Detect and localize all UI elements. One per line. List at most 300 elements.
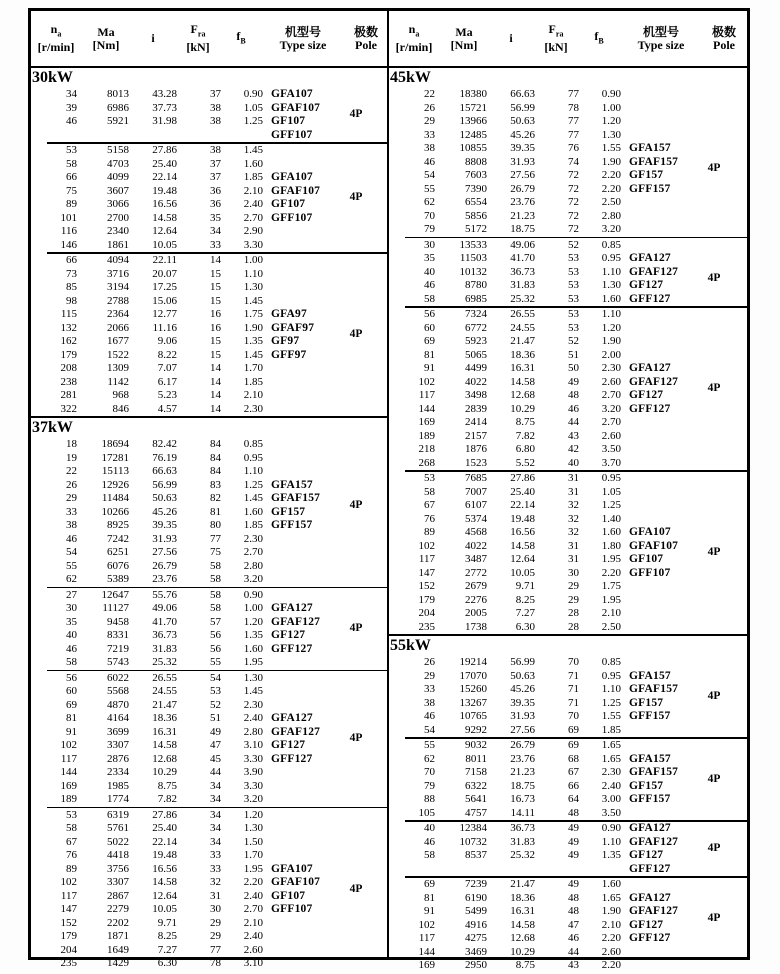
cell-fb: 1.30: [243, 822, 263, 834]
cell-fb: 2.10: [243, 916, 263, 929]
cell-i: 24.55: [152, 685, 177, 697]
cell-na: 169: [60, 779, 77, 792]
cell-i: 12.68: [152, 752, 177, 765]
column-header-0: [31, 23, 81, 53]
table-row: [31, 403, 387, 417]
type-size-name: GF127: [271, 739, 306, 751]
cell-ma: 3194: [107, 281, 129, 293]
section-55kW: [389, 634, 747, 973]
cell-ma: 7603: [465, 169, 487, 181]
cell-na: 116: [60, 225, 77, 237]
cell-na: 60: [66, 685, 77, 697]
cell-na: 179: [60, 348, 77, 361]
cell-na: 268: [418, 456, 435, 469]
cell-ma: 2005: [465, 607, 487, 619]
table-row: [389, 793, 747, 807]
cell-i: 26.55: [152, 671, 177, 684]
cell-i: 50.63: [510, 669, 535, 682]
table-row: [31, 809, 387, 823]
table-row: [31, 171, 387, 185]
cell-ma: 4568: [465, 526, 487, 538]
column-header-unit: Pole: [355, 37, 377, 52]
column-header-main: 极数: [711, 24, 736, 39]
column-header-main: 极数: [353, 24, 378, 39]
column-header-main: 机型号: [642, 24, 679, 39]
cell-i: 16.73: [510, 793, 535, 805]
cell-fra: 37: [210, 157, 221, 170]
type-size-name: GFAF127: [271, 615, 321, 628]
cell-i: 4.57: [157, 402, 177, 415]
cell-fra: 40: [568, 456, 579, 469]
type-size-name: GF157: [629, 696, 664, 709]
cell-fra: 48: [568, 806, 579, 819]
column-header-main: i: [509, 31, 513, 45]
cell-na: 40: [66, 629, 77, 641]
cell-i: 50.63: [152, 492, 177, 504]
cell-na: 69: [424, 878, 435, 890]
cell-ma: 4022: [465, 539, 487, 552]
cell-fb: 0.90: [601, 822, 621, 834]
cell-fb: 2.40: [243, 889, 263, 902]
pole-label: 4P: [349, 882, 363, 895]
cell-i: 8.75: [515, 959, 535, 971]
cell-ma: 1142: [107, 375, 129, 388]
type-size-list: [629, 670, 678, 724]
cell-na: 62: [424, 752, 435, 765]
table-row: [389, 183, 747, 197]
cell-i: 21.47: [152, 698, 177, 711]
cell-i: 7.82: [515, 429, 535, 442]
cell-na: 33: [424, 128, 435, 141]
section-45kW: [389, 68, 747, 634]
cell-na: 117: [418, 932, 435, 944]
rating-block: [31, 809, 387, 971]
cell-na: 75: [66, 184, 77, 197]
cell-ma: 2364: [107, 308, 129, 320]
cell-fra: 77: [210, 532, 221, 545]
cell-i: 14.58: [152, 739, 177, 751]
cell-i: 18.36: [152, 712, 177, 724]
sections-left: [31, 68, 387, 971]
cell-na: 235: [418, 620, 435, 633]
cell-i: 27.86: [510, 472, 535, 484]
cell-na: 322: [60, 402, 77, 415]
type-size-list: [629, 753, 678, 807]
cell-fra: 53: [568, 308, 579, 320]
type-size-name: GF157: [271, 505, 306, 518]
table-row: [389, 594, 747, 608]
cell-i: 16.56: [152, 198, 177, 210]
cell-fra: 49: [568, 822, 579, 834]
cell-fra: 72: [568, 196, 579, 208]
table-row: [389, 621, 747, 635]
cell-fra: 52: [568, 238, 579, 251]
cell-ma: 12926: [101, 478, 129, 491]
cell-na: 46: [66, 115, 77, 127]
cell-i: 25.40: [152, 822, 177, 834]
cell-na: 102: [418, 539, 435, 552]
cell-fra: 48: [568, 905, 579, 917]
cell-fb: 1.60: [601, 878, 621, 890]
cell-na: 281: [60, 389, 77, 401]
cell-i: 31.98: [152, 115, 177, 127]
type-size-name: GFAF127: [629, 375, 679, 388]
cell-na: 117: [418, 553, 435, 565]
table-row: [31, 822, 387, 836]
type-size-name: GF97: [271, 335, 300, 347]
cell-fb: 2.10: [601, 607, 621, 619]
column-header-main: $n_a$: [408, 22, 420, 39]
cell-na: 19: [66, 451, 77, 464]
cell-ma: 1677: [107, 335, 129, 347]
cell-i: 17.25: [152, 281, 177, 293]
cell-na: 26: [424, 101, 435, 114]
cell-na: 67: [424, 499, 435, 511]
cell-na: 40: [424, 822, 435, 834]
cell-na: 102: [418, 375, 435, 388]
cell-na: 33: [66, 505, 77, 518]
cell-ma: 968: [112, 389, 129, 401]
cell-ma: 2950: [465, 959, 487, 971]
pole-label: 4P: [707, 911, 721, 924]
cell-na: 30: [66, 602, 77, 614]
cell-i: 5.52: [515, 456, 535, 469]
type-size-name: GFAF107: [271, 101, 321, 114]
type-size-name: GF127: [629, 918, 664, 931]
cell-fra: 51: [210, 712, 221, 724]
table-row: [31, 863, 387, 877]
cell-na: 58: [66, 656, 77, 668]
cell-na: 89: [66, 198, 77, 210]
type-size-name: GFA127: [629, 891, 671, 904]
cell-ma: 5389: [107, 573, 129, 585]
rating-block: [389, 739, 747, 820]
cell-fra: 32: [568, 499, 579, 511]
cell-na: 66: [66, 171, 77, 183]
cell-i: 12.64: [152, 889, 177, 902]
rating-block: [389, 88, 747, 237]
cell-na: 76: [66, 849, 77, 861]
cell-ma: 3756: [107, 862, 129, 875]
cell-i: 43.28: [152, 88, 177, 100]
table-left-half: [31, 11, 389, 969]
table-row: [31, 144, 387, 158]
column-header-main: $F_{ra}$: [190, 22, 206, 39]
cell-ma: 7324: [465, 308, 487, 320]
cell-fb: 2.80: [243, 559, 263, 572]
column-header-main: i: [151, 31, 155, 45]
cell-fb: 1.20: [243, 808, 263, 821]
cell-na: 89: [66, 862, 77, 875]
cell-i: 15.06: [152, 294, 177, 307]
cell-i: 31.83: [152, 642, 177, 655]
cell-fra: 77: [568, 115, 579, 127]
cell-fb: 2.30: [243, 698, 263, 711]
cell-i: 10.29: [510, 945, 535, 958]
column-header-main: $n_a$: [50, 22, 62, 39]
cell-ma: 6107: [465, 499, 487, 511]
cell-i: 18.75: [510, 223, 535, 235]
cell-na: 162: [60, 335, 77, 347]
cell-na: 69: [66, 698, 77, 711]
cell-i: 8.22: [157, 348, 177, 361]
table-row: [31, 452, 387, 466]
cell-ma: 6190: [465, 891, 487, 904]
section-title: 30kW: [32, 69, 73, 86]
table-row: [31, 930, 387, 944]
cell-fb: 1.95: [243, 862, 263, 875]
pole-label: 4P: [707, 689, 721, 702]
type-size-name: GFA157: [629, 142, 671, 154]
cell-i: 21.47: [510, 878, 535, 890]
table-row: [31, 699, 387, 713]
cell-fra: 47: [210, 739, 221, 751]
cell-fra: 45: [210, 752, 221, 765]
cell-fra: 52: [568, 335, 579, 347]
cell-i: 27.86: [152, 144, 177, 156]
table-row: [31, 88, 387, 102]
cell-fb: 1.95: [243, 656, 263, 668]
cell-fra: 37: [210, 171, 221, 183]
cell-ma: 8780: [465, 279, 487, 291]
type-size-list: [629, 362, 678, 416]
cell-na: 79: [424, 779, 435, 792]
cell-i: 41.70: [152, 615, 177, 628]
type-size-name: GF157: [629, 169, 664, 181]
column-header-0: [389, 23, 439, 53]
cell-ma: 2788: [107, 294, 129, 307]
cell-i: 31.93: [510, 155, 535, 168]
type-size-name: GFA127: [629, 362, 671, 374]
cell-fb: 2.70: [243, 211, 263, 224]
cell-fb: 1.60: [601, 526, 621, 538]
type-size-name: GF127: [271, 629, 306, 641]
cell-ma: 3716: [107, 267, 129, 280]
cell-na: 29: [424, 115, 435, 127]
cell-fra: 30: [568, 566, 579, 579]
cell-fra: 53: [568, 279, 579, 291]
column-header-5: [619, 26, 703, 52]
cell-fra: 57: [210, 615, 221, 628]
cell-na: 30: [424, 238, 435, 251]
rating-block: [31, 589, 387, 670]
cell-fb: 2.70: [601, 416, 621, 428]
cell-i: 16.31: [510, 362, 535, 374]
cell-fb: 2.80: [243, 725, 263, 738]
cell-i: 56.99: [510, 656, 535, 668]
cell-fb: 1.90: [601, 905, 621, 917]
cell-fra: 15: [210, 335, 221, 347]
cell-fra: 84: [210, 438, 221, 450]
cell-ma: 11503: [459, 252, 487, 264]
cell-fra: 51: [568, 348, 579, 361]
rating-block: [389, 878, 747, 973]
cell-fb: 3.70: [601, 456, 621, 469]
cell-na: 132: [60, 321, 77, 334]
cell-ma: 1523: [465, 456, 487, 469]
type-size-name: GFF127: [271, 642, 313, 655]
table-row: [31, 225, 387, 239]
type-size-name: GFAF157: [271, 492, 321, 504]
cell-fra: 29: [210, 916, 221, 929]
cell-fra: 38: [210, 115, 221, 127]
cell-i: 12.64: [152, 225, 177, 237]
cell-na: 218: [418, 443, 435, 455]
cell-fb: 1.30: [601, 128, 621, 141]
cell-na: 117: [418, 389, 435, 401]
table-row: [31, 849, 387, 863]
cell-fra: 43: [568, 429, 579, 442]
cell-fb: 1.30: [243, 671, 263, 684]
cell-fb: 1.95: [601, 593, 621, 606]
cell-na: 76: [424, 512, 435, 525]
sections-right: [389, 68, 747, 973]
cell-fb: 0.95: [243, 451, 263, 464]
column-header-main: $f_B$: [594, 28, 604, 46]
cell-na: 69: [424, 335, 435, 347]
cell-fb: 1.45: [243, 294, 263, 307]
cell-ma: 10132: [459, 265, 487, 278]
cell-ma: 12647: [101, 588, 129, 601]
table-row: [31, 362, 387, 376]
cell-i: 21.23: [510, 766, 535, 778]
cell-ma: 2839: [465, 402, 487, 415]
type-size-name: GFAF157: [629, 766, 679, 778]
table-row: [31, 560, 387, 574]
table-row: [31, 685, 387, 699]
cell-i: 12.77: [152, 308, 177, 320]
cell-fb: 2.30: [243, 402, 263, 415]
cell-fra: 34: [210, 835, 221, 848]
cell-na: 208: [60, 362, 77, 374]
cell-fb: 2.70: [243, 903, 263, 915]
cell-i: 21.23: [510, 209, 535, 222]
cell-fra: 44: [568, 416, 579, 428]
cell-i: 36.73: [510, 822, 535, 834]
cell-fb: 1.75: [243, 308, 263, 320]
cell-ma: 2679: [465, 580, 487, 592]
cell-na: 54: [424, 169, 435, 181]
cell-ma: 15113: [101, 465, 129, 477]
cell-fb: 2.20: [601, 959, 621, 971]
cell-fb: 2.70: [601, 389, 621, 401]
cell-ma: 7685: [465, 472, 487, 484]
cell-fb: 3.20: [601, 223, 621, 235]
cell-na: 179: [60, 930, 77, 942]
cell-fra: 31: [568, 472, 579, 484]
cell-fra: 32: [568, 526, 579, 538]
cell-ma: 1871: [107, 930, 129, 942]
cell-ma: 2334: [107, 766, 129, 778]
cell-fra: 34: [210, 225, 221, 237]
column-header-main: $f_B$: [236, 28, 246, 46]
cell-i: 22.14: [152, 835, 177, 848]
cell-fb: 2.10: [243, 184, 263, 197]
cell-ma: 1522: [107, 348, 129, 361]
cell-i: 36.73: [152, 629, 177, 641]
type-size-list: [629, 142, 678, 196]
cell-fb: 3.50: [601, 443, 621, 455]
cell-na: 58: [66, 157, 77, 170]
cell-i: 12.64: [510, 553, 535, 565]
cell-ma: 3487: [465, 553, 487, 565]
cell-na: 70: [424, 766, 435, 778]
cell-fra: 72: [568, 182, 579, 195]
cell-i: 19.48: [510, 512, 535, 525]
cell-i: 7.07: [157, 362, 177, 374]
table-row: [31, 158, 387, 172]
pole-label: 4P: [349, 328, 363, 341]
cell-fb: 1.30: [601, 279, 621, 291]
cell-na: 144: [418, 402, 435, 415]
table-row: [31, 712, 387, 726]
cell-fb: 2.60: [243, 943, 263, 956]
cell-fra: 15: [210, 281, 221, 293]
table-row: [389, 724, 747, 738]
cell-ma: 10765: [459, 710, 487, 722]
table-row: [31, 903, 387, 917]
cell-i: 5.23: [157, 389, 177, 401]
type-size-name: GFAF157: [629, 683, 679, 695]
type-size-name: GFAF127: [271, 725, 321, 738]
table-row: [389, 349, 747, 363]
ratings-table: [28, 8, 750, 971]
cell-na: 67: [66, 835, 77, 848]
cell-i: 25.40: [510, 485, 535, 498]
cell-i: 19.48: [152, 849, 177, 861]
cell-i: 25.40: [152, 157, 177, 170]
type-size-name: GFF107: [271, 211, 313, 224]
cell-fb: 3.20: [243, 793, 263, 805]
cell-fra: 48: [568, 389, 579, 401]
cell-fb: 0.90: [243, 88, 263, 100]
cell-fra: 53: [568, 321, 579, 334]
table-row: [389, 753, 747, 767]
cell-fb: 3.20: [243, 573, 263, 585]
cell-fb: 1.65: [601, 891, 621, 904]
cell-ma: 6985: [465, 292, 487, 305]
cell-na: 58: [66, 822, 77, 834]
cell-i: 10.29: [510, 402, 535, 415]
rating-block: [31, 672, 387, 807]
cell-ma: 13533: [459, 238, 487, 251]
table-row: [389, 102, 747, 116]
pole-label: 4P: [349, 191, 363, 204]
cell-i: 56.99: [510, 101, 535, 114]
cell-fra: 14: [210, 389, 221, 401]
cell-ma: 6322: [465, 779, 487, 792]
type-size-list: [271, 88, 320, 142]
table-right-half: [389, 11, 747, 971]
cell-na: 144: [418, 945, 435, 958]
cell-na: 204: [60, 943, 77, 956]
pole-label: 4P: [707, 272, 721, 285]
cell-ma: 2276: [465, 593, 487, 606]
type-size-name: GF107: [271, 889, 306, 902]
cell-na: 56: [66, 671, 77, 684]
table-row: [389, 607, 747, 621]
cell-na: 146: [60, 238, 77, 251]
table-row: [31, 308, 387, 322]
section-37kW: [31, 416, 387, 971]
cell-fra: 47: [568, 918, 579, 931]
cell-i: 31.93: [152, 532, 177, 545]
cell-fb: 2.10: [601, 918, 621, 931]
cell-ma: 15721: [459, 101, 487, 114]
cell-i: 76.19: [152, 451, 177, 464]
cell-fra: 71: [568, 669, 579, 682]
pole-label: 4P: [349, 498, 363, 511]
